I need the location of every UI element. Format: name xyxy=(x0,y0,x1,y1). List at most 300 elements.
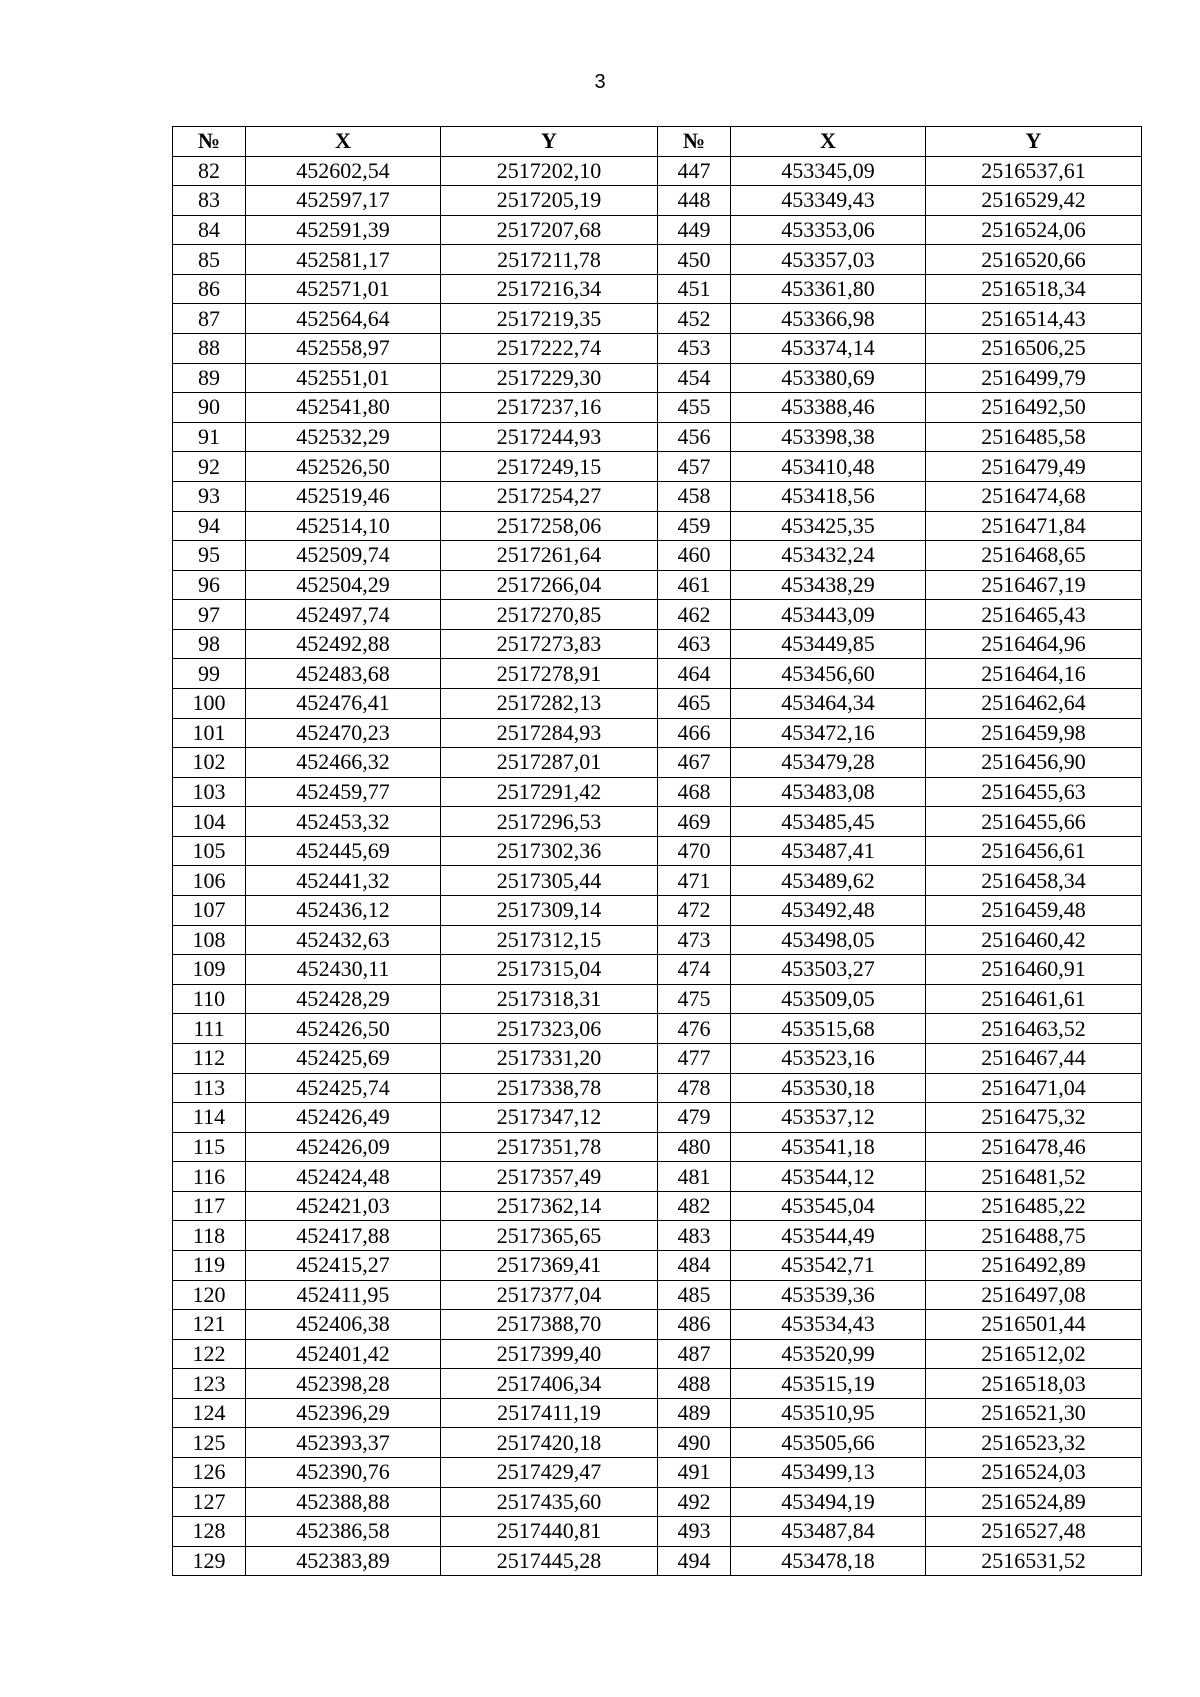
y-coordinate-right: 2516523,32 xyxy=(926,1428,1142,1458)
x-coordinate-right: 453410,48 xyxy=(731,452,926,482)
y-coordinate-left: 2517323,06 xyxy=(441,1014,658,1044)
point-number-right: 479 xyxy=(658,1103,731,1133)
x-coordinate-right: 453487,84 xyxy=(731,1517,926,1547)
point-number-left: 114 xyxy=(173,1103,246,1133)
point-number-left: 112 xyxy=(173,1043,246,1073)
point-number-right: 484 xyxy=(658,1250,731,1280)
table-row xyxy=(173,393,1142,423)
y-coordinate-right: 2516514,43 xyxy=(926,304,1142,334)
x-coordinate-left: 452430,11 xyxy=(246,955,441,985)
y-coordinate-right: 2516485,58 xyxy=(926,422,1142,452)
y-coordinate-left: 2517284,93 xyxy=(441,718,658,748)
y-coordinate-right: 2516455,66 xyxy=(926,807,1142,837)
table-row xyxy=(173,807,1142,837)
x-coordinate-right: 453509,05 xyxy=(731,984,926,1014)
point-number-left: 99 xyxy=(173,659,246,689)
y-coordinate-right: 2516464,16 xyxy=(926,659,1142,689)
table-row xyxy=(173,304,1142,334)
point-number-right: 454 xyxy=(658,363,731,393)
x-coordinate-right: 453510,95 xyxy=(731,1398,926,1428)
y-coordinate-left: 2517362,14 xyxy=(441,1191,658,1221)
y-coordinate-right: 2516460,42 xyxy=(926,925,1142,955)
coordinates-table xyxy=(172,126,1142,1576)
x-coordinate-left: 452558,97 xyxy=(246,334,441,364)
x-coordinate-left: 452466,32 xyxy=(246,748,441,778)
point-number-left: 100 xyxy=(173,688,246,718)
x-coordinate-right: 453541,18 xyxy=(731,1132,926,1162)
point-number-left: 126 xyxy=(173,1458,246,1488)
point-number-right: 486 xyxy=(658,1310,731,1340)
y-coordinate-right: 2516467,19 xyxy=(926,570,1142,600)
point-number-left: 118 xyxy=(173,1221,246,1251)
y-coordinate-left: 2517211,78 xyxy=(441,245,658,275)
x-coordinate-left: 452432,63 xyxy=(246,925,441,955)
point-number-right: 482 xyxy=(658,1191,731,1221)
point-number-right: 468 xyxy=(658,777,731,807)
point-number-right: 490 xyxy=(658,1428,731,1458)
table-row xyxy=(173,511,1142,541)
table-row xyxy=(173,955,1142,985)
x-coordinate-left: 452390,76 xyxy=(246,1458,441,1488)
point-number-left: 84 xyxy=(173,215,246,245)
y-coordinate-left: 2517318,31 xyxy=(441,984,658,1014)
header-x-left: X xyxy=(246,127,441,157)
point-number-left: 104 xyxy=(173,807,246,837)
point-number-left: 119 xyxy=(173,1250,246,1280)
table-row xyxy=(173,334,1142,364)
y-coordinate-right: 2516474,68 xyxy=(926,481,1142,511)
y-coordinate-left: 2517278,91 xyxy=(441,659,658,689)
point-number-left: 101 xyxy=(173,718,246,748)
x-coordinate-left: 452445,69 xyxy=(246,836,441,866)
x-coordinate-left: 452393,37 xyxy=(246,1428,441,1458)
x-coordinate-right: 453487,41 xyxy=(731,836,926,866)
point-number-right: 451 xyxy=(658,274,731,304)
x-coordinate-right: 453478,18 xyxy=(731,1546,926,1576)
point-number-left: 129 xyxy=(173,1546,246,1576)
x-coordinate-left: 452426,49 xyxy=(246,1103,441,1133)
table-row xyxy=(173,215,1142,245)
table-row xyxy=(173,659,1142,689)
table-row xyxy=(173,1310,1142,1340)
y-coordinate-left: 2517377,04 xyxy=(441,1280,658,1310)
table-row xyxy=(173,1398,1142,1428)
table-row xyxy=(173,896,1142,926)
x-coordinate-left: 452424,48 xyxy=(246,1162,441,1192)
table-row xyxy=(173,925,1142,955)
y-coordinate-left: 2517202,10 xyxy=(441,156,658,186)
x-coordinate-right: 453432,24 xyxy=(731,541,926,571)
y-coordinate-left: 2517205,19 xyxy=(441,186,658,216)
y-coordinate-right: 2516492,50 xyxy=(926,393,1142,423)
y-coordinate-left: 2517266,04 xyxy=(441,570,658,600)
y-coordinate-right: 2516455,63 xyxy=(926,777,1142,807)
x-coordinate-left: 452453,32 xyxy=(246,807,441,837)
point-number-right: 491 xyxy=(658,1458,731,1488)
x-coordinate-right: 453530,18 xyxy=(731,1073,926,1103)
x-coordinate-right: 453345,09 xyxy=(731,156,926,186)
y-coordinate-left: 2517399,40 xyxy=(441,1339,658,1369)
point-number-left: 123 xyxy=(173,1369,246,1399)
y-coordinate-left: 2517219,35 xyxy=(441,304,658,334)
point-number-left: 125 xyxy=(173,1428,246,1458)
point-number-right: 488 xyxy=(658,1369,731,1399)
table-row xyxy=(173,274,1142,304)
table-row xyxy=(173,1221,1142,1251)
x-coordinate-left: 452415,27 xyxy=(246,1250,441,1280)
y-coordinate-right: 2516501,44 xyxy=(926,1310,1142,1340)
y-coordinate-right: 2516499,79 xyxy=(926,363,1142,393)
table-row xyxy=(173,1487,1142,1517)
table-row xyxy=(173,1458,1142,1488)
y-coordinate-left: 2517429,47 xyxy=(441,1458,658,1488)
table-row xyxy=(173,1428,1142,1458)
table-row xyxy=(173,866,1142,896)
x-coordinate-left: 452383,89 xyxy=(246,1546,441,1576)
x-coordinate-left: 452564,64 xyxy=(246,304,441,334)
y-coordinate-left: 2517315,04 xyxy=(441,955,658,985)
y-coordinate-right: 2516460,91 xyxy=(926,955,1142,985)
y-coordinate-right: 2516471,84 xyxy=(926,511,1142,541)
point-number-right: 481 xyxy=(658,1162,731,1192)
point-number-left: 122 xyxy=(173,1339,246,1369)
table-row xyxy=(173,1191,1142,1221)
point-number-left: 97 xyxy=(173,600,246,630)
y-coordinate-right: 2516468,65 xyxy=(926,541,1142,571)
table-row xyxy=(173,1517,1142,1547)
point-number-right: 463 xyxy=(658,629,731,659)
x-coordinate-left: 452526,50 xyxy=(246,452,441,482)
point-number-right: 487 xyxy=(658,1339,731,1369)
y-coordinate-right: 2516512,02 xyxy=(926,1339,1142,1369)
x-coordinate-left: 452532,29 xyxy=(246,422,441,452)
y-coordinate-right: 2516524,89 xyxy=(926,1487,1142,1517)
table-row xyxy=(173,245,1142,275)
point-number-left: 91 xyxy=(173,422,246,452)
x-coordinate-left: 452388,88 xyxy=(246,1487,441,1517)
x-coordinate-left: 452504,29 xyxy=(246,570,441,600)
x-coordinate-left: 452581,17 xyxy=(246,245,441,275)
point-number-right: 447 xyxy=(658,156,731,186)
x-coordinate-right: 453544,12 xyxy=(731,1162,926,1192)
table-row xyxy=(173,1103,1142,1133)
table-row xyxy=(173,1132,1142,1162)
header-number-left: № xyxy=(173,127,246,157)
x-coordinate-right: 453438,29 xyxy=(731,570,926,600)
y-coordinate-right: 2516518,03 xyxy=(926,1369,1142,1399)
y-coordinate-left: 2517291,42 xyxy=(441,777,658,807)
x-coordinate-left: 452571,01 xyxy=(246,274,441,304)
x-coordinate-left: 452509,74 xyxy=(246,541,441,571)
y-coordinate-left: 2517237,16 xyxy=(441,393,658,423)
table-row xyxy=(173,688,1142,718)
point-number-right: 478 xyxy=(658,1073,731,1103)
point-number-left: 109 xyxy=(173,955,246,985)
y-coordinate-left: 2517261,64 xyxy=(441,541,658,571)
y-coordinate-left: 2517357,49 xyxy=(441,1162,658,1192)
y-coordinate-left: 2517222,74 xyxy=(441,334,658,364)
point-number-right: 456 xyxy=(658,422,731,452)
point-number-left: 113 xyxy=(173,1073,246,1103)
y-coordinate-left: 2517270,85 xyxy=(441,600,658,630)
y-coordinate-left: 2517420,18 xyxy=(441,1428,658,1458)
y-coordinate-right: 2516521,30 xyxy=(926,1398,1142,1428)
y-coordinate-left: 2517411,19 xyxy=(441,1398,658,1428)
x-coordinate-left: 452436,12 xyxy=(246,896,441,926)
y-coordinate-left: 2517249,15 xyxy=(441,452,658,482)
point-number-right: 489 xyxy=(658,1398,731,1428)
point-number-right: 452 xyxy=(658,304,731,334)
x-coordinate-right: 453449,85 xyxy=(731,629,926,659)
x-coordinate-right: 453534,43 xyxy=(731,1310,926,1340)
point-number-right: 477 xyxy=(658,1043,731,1073)
y-coordinate-right: 2516456,90 xyxy=(926,748,1142,778)
x-coordinate-right: 453380,69 xyxy=(731,363,926,393)
point-number-left: 105 xyxy=(173,836,246,866)
x-coordinate-right: 453366,98 xyxy=(731,304,926,334)
y-coordinate-right: 2516475,32 xyxy=(926,1103,1142,1133)
y-coordinate-right: 2516537,61 xyxy=(926,156,1142,186)
x-coordinate-left: 452459,77 xyxy=(246,777,441,807)
x-coordinate-right: 453443,09 xyxy=(731,600,926,630)
point-number-right: 470 xyxy=(658,836,731,866)
point-number-left: 86 xyxy=(173,274,246,304)
table-row xyxy=(173,1546,1142,1576)
x-coordinate-right: 453374,14 xyxy=(731,334,926,364)
y-coordinate-right: 2516497,08 xyxy=(926,1280,1142,1310)
x-coordinate-left: 452428,29 xyxy=(246,984,441,1014)
y-coordinate-right: 2516488,75 xyxy=(926,1221,1142,1251)
table-row xyxy=(173,1280,1142,1310)
point-number-right: 449 xyxy=(658,215,731,245)
table-row xyxy=(173,422,1142,452)
y-coordinate-left: 2517258,06 xyxy=(441,511,658,541)
x-coordinate-right: 453542,71 xyxy=(731,1250,926,1280)
table-row xyxy=(173,718,1142,748)
y-coordinate-left: 2517445,28 xyxy=(441,1546,658,1576)
header-y-right: Y xyxy=(926,127,1142,157)
point-number-left: 93 xyxy=(173,481,246,511)
table-row xyxy=(173,570,1142,600)
y-coordinate-left: 2517338,78 xyxy=(441,1073,658,1103)
y-coordinate-right: 2516464,96 xyxy=(926,629,1142,659)
x-coordinate-left: 452541,80 xyxy=(246,393,441,423)
y-coordinate-right: 2516524,03 xyxy=(926,1458,1142,1488)
table-row xyxy=(173,156,1142,186)
y-coordinate-right: 2516459,98 xyxy=(926,718,1142,748)
x-coordinate-left: 452476,41 xyxy=(246,688,441,718)
x-coordinate-right: 453418,56 xyxy=(731,481,926,511)
point-number-right: 475 xyxy=(658,984,731,1014)
x-coordinate-left: 452470,23 xyxy=(246,718,441,748)
table-row xyxy=(173,984,1142,1014)
x-coordinate-left: 452483,68 xyxy=(246,659,441,689)
point-number-left: 102 xyxy=(173,748,246,778)
x-coordinate-right: 453499,13 xyxy=(731,1458,926,1488)
x-coordinate-right: 453515,19 xyxy=(731,1369,926,1399)
table-row xyxy=(173,836,1142,866)
x-coordinate-left: 452519,46 xyxy=(246,481,441,511)
x-coordinate-left: 452514,10 xyxy=(246,511,441,541)
table-row xyxy=(173,1043,1142,1073)
x-coordinate-right: 453485,45 xyxy=(731,807,926,837)
point-number-left: 127 xyxy=(173,1487,246,1517)
x-coordinate-left: 452602,54 xyxy=(246,156,441,186)
table-header-row xyxy=(173,127,1142,157)
x-coordinate-left: 452417,88 xyxy=(246,1221,441,1251)
y-coordinate-right: 2516458,34 xyxy=(926,866,1142,896)
y-coordinate-right: 2516465,43 xyxy=(926,600,1142,630)
x-coordinate-right: 453503,27 xyxy=(731,955,926,985)
point-number-right: 448 xyxy=(658,186,731,216)
point-number-left: 115 xyxy=(173,1132,246,1162)
point-number-right: 464 xyxy=(658,659,731,689)
point-number-left: 89 xyxy=(173,363,246,393)
table-row xyxy=(173,1073,1142,1103)
point-number-right: 474 xyxy=(658,955,731,985)
x-coordinate-left: 452398,28 xyxy=(246,1369,441,1399)
table-row xyxy=(173,1339,1142,1369)
y-coordinate-left: 2517312,15 xyxy=(441,925,658,955)
header-number-right: № xyxy=(658,127,731,157)
x-coordinate-left: 452441,32 xyxy=(246,866,441,896)
point-number-right: 476 xyxy=(658,1014,731,1044)
x-coordinate-right: 453353,06 xyxy=(731,215,926,245)
y-coordinate-left: 2517351,78 xyxy=(441,1132,658,1162)
y-coordinate-left: 2517365,65 xyxy=(441,1221,658,1251)
table-row xyxy=(173,363,1142,393)
y-coordinate-left: 2517273,83 xyxy=(441,629,658,659)
y-coordinate-left: 2517309,14 xyxy=(441,896,658,926)
point-number-right: 493 xyxy=(658,1517,731,1547)
point-number-left: 94 xyxy=(173,511,246,541)
header-y-left: Y xyxy=(441,127,658,157)
point-number-right: 480 xyxy=(658,1132,731,1162)
x-coordinate-left: 452406,38 xyxy=(246,1310,441,1340)
x-coordinate-right: 453388,46 xyxy=(731,393,926,423)
table-row xyxy=(173,452,1142,482)
point-number-right: 469 xyxy=(658,807,731,837)
point-number-left: 120 xyxy=(173,1280,246,1310)
x-coordinate-right: 453479,28 xyxy=(731,748,926,778)
y-coordinate-right: 2516467,44 xyxy=(926,1043,1142,1073)
point-number-right: 462 xyxy=(658,600,731,630)
x-coordinate-left: 452421,03 xyxy=(246,1191,441,1221)
y-coordinate-right: 2516485,22 xyxy=(926,1191,1142,1221)
y-coordinate-left: 2517302,36 xyxy=(441,836,658,866)
y-coordinate-right: 2516529,42 xyxy=(926,186,1142,216)
point-number-right: 458 xyxy=(658,481,731,511)
x-coordinate-right: 453361,80 xyxy=(731,274,926,304)
y-coordinate-left: 2517347,12 xyxy=(441,1103,658,1133)
y-coordinate-right: 2516478,46 xyxy=(926,1132,1142,1162)
x-coordinate-right: 453489,62 xyxy=(731,866,926,896)
point-number-right: 460 xyxy=(658,541,731,571)
point-number-left: 110 xyxy=(173,984,246,1014)
table-row xyxy=(173,600,1142,630)
point-number-left: 107 xyxy=(173,896,246,926)
y-coordinate-left: 2517435,60 xyxy=(441,1487,658,1517)
point-number-right: 472 xyxy=(658,896,731,926)
table-row xyxy=(173,1369,1142,1399)
point-number-right: 450 xyxy=(658,245,731,275)
y-coordinate-right: 2516456,61 xyxy=(926,836,1142,866)
point-number-right: 466 xyxy=(658,718,731,748)
point-number-left: 128 xyxy=(173,1517,246,1547)
x-coordinate-left: 452425,69 xyxy=(246,1043,441,1073)
y-coordinate-left: 2517331,20 xyxy=(441,1043,658,1073)
point-number-right: 461 xyxy=(658,570,731,600)
point-number-left: 103 xyxy=(173,777,246,807)
y-coordinate-left: 2517229,30 xyxy=(441,363,658,393)
point-number-left: 92 xyxy=(173,452,246,482)
x-coordinate-right: 453515,68 xyxy=(731,1014,926,1044)
x-coordinate-right: 453498,05 xyxy=(731,925,926,955)
table-row xyxy=(173,748,1142,778)
table-row xyxy=(173,481,1142,511)
header-x-right: X xyxy=(731,127,926,157)
x-coordinate-right: 453537,12 xyxy=(731,1103,926,1133)
y-coordinate-right: 2516527,48 xyxy=(926,1517,1142,1547)
table-row xyxy=(173,629,1142,659)
point-number-left: 111 xyxy=(173,1014,246,1044)
point-number-left: 98 xyxy=(173,629,246,659)
table-row xyxy=(173,1162,1142,1192)
table-body xyxy=(173,156,1142,1576)
point-number-right: 459 xyxy=(658,511,731,541)
x-coordinate-left: 452497,74 xyxy=(246,600,441,630)
point-number-left: 95 xyxy=(173,541,246,571)
point-number-right: 467 xyxy=(658,748,731,778)
point-number-right: 485 xyxy=(658,1280,731,1310)
table-row xyxy=(173,541,1142,571)
x-coordinate-left: 452597,17 xyxy=(246,186,441,216)
y-coordinate-left: 2517282,13 xyxy=(441,688,658,718)
point-number-right: 473 xyxy=(658,925,731,955)
x-coordinate-left: 452551,01 xyxy=(246,363,441,393)
x-coordinate-left: 452492,88 xyxy=(246,629,441,659)
x-coordinate-right: 453425,35 xyxy=(731,511,926,541)
x-coordinate-right: 453523,16 xyxy=(731,1043,926,1073)
table-row xyxy=(173,1250,1142,1280)
point-number-left: 82 xyxy=(173,156,246,186)
y-coordinate-left: 2517440,81 xyxy=(441,1517,658,1547)
y-coordinate-right: 2516471,04 xyxy=(926,1073,1142,1103)
y-coordinate-right: 2516492,89 xyxy=(926,1250,1142,1280)
x-coordinate-right: 453494,19 xyxy=(731,1487,926,1517)
point-number-right: 455 xyxy=(658,393,731,423)
point-number-right: 465 xyxy=(658,688,731,718)
point-number-right: 471 xyxy=(658,866,731,896)
point-number-left: 116 xyxy=(173,1162,246,1192)
x-coordinate-left: 452425,74 xyxy=(246,1073,441,1103)
y-coordinate-left: 2517305,44 xyxy=(441,866,658,896)
x-coordinate-left: 452396,29 xyxy=(246,1398,441,1428)
point-number-left: 83 xyxy=(173,186,246,216)
point-number-left: 106 xyxy=(173,866,246,896)
x-coordinate-left: 452591,39 xyxy=(246,215,441,245)
y-coordinate-right: 2516459,48 xyxy=(926,896,1142,926)
y-coordinate-right: 2516520,66 xyxy=(926,245,1142,275)
x-coordinate-right: 453545,04 xyxy=(731,1191,926,1221)
y-coordinate-left: 2517406,34 xyxy=(441,1369,658,1399)
x-coordinate-right: 453520,99 xyxy=(731,1339,926,1369)
x-coordinate-right: 453398,38 xyxy=(731,422,926,452)
y-coordinate-left: 2517216,34 xyxy=(441,274,658,304)
y-coordinate-right: 2516463,52 xyxy=(926,1014,1142,1044)
point-number-left: 108 xyxy=(173,925,246,955)
y-coordinate-left: 2517207,68 xyxy=(441,215,658,245)
